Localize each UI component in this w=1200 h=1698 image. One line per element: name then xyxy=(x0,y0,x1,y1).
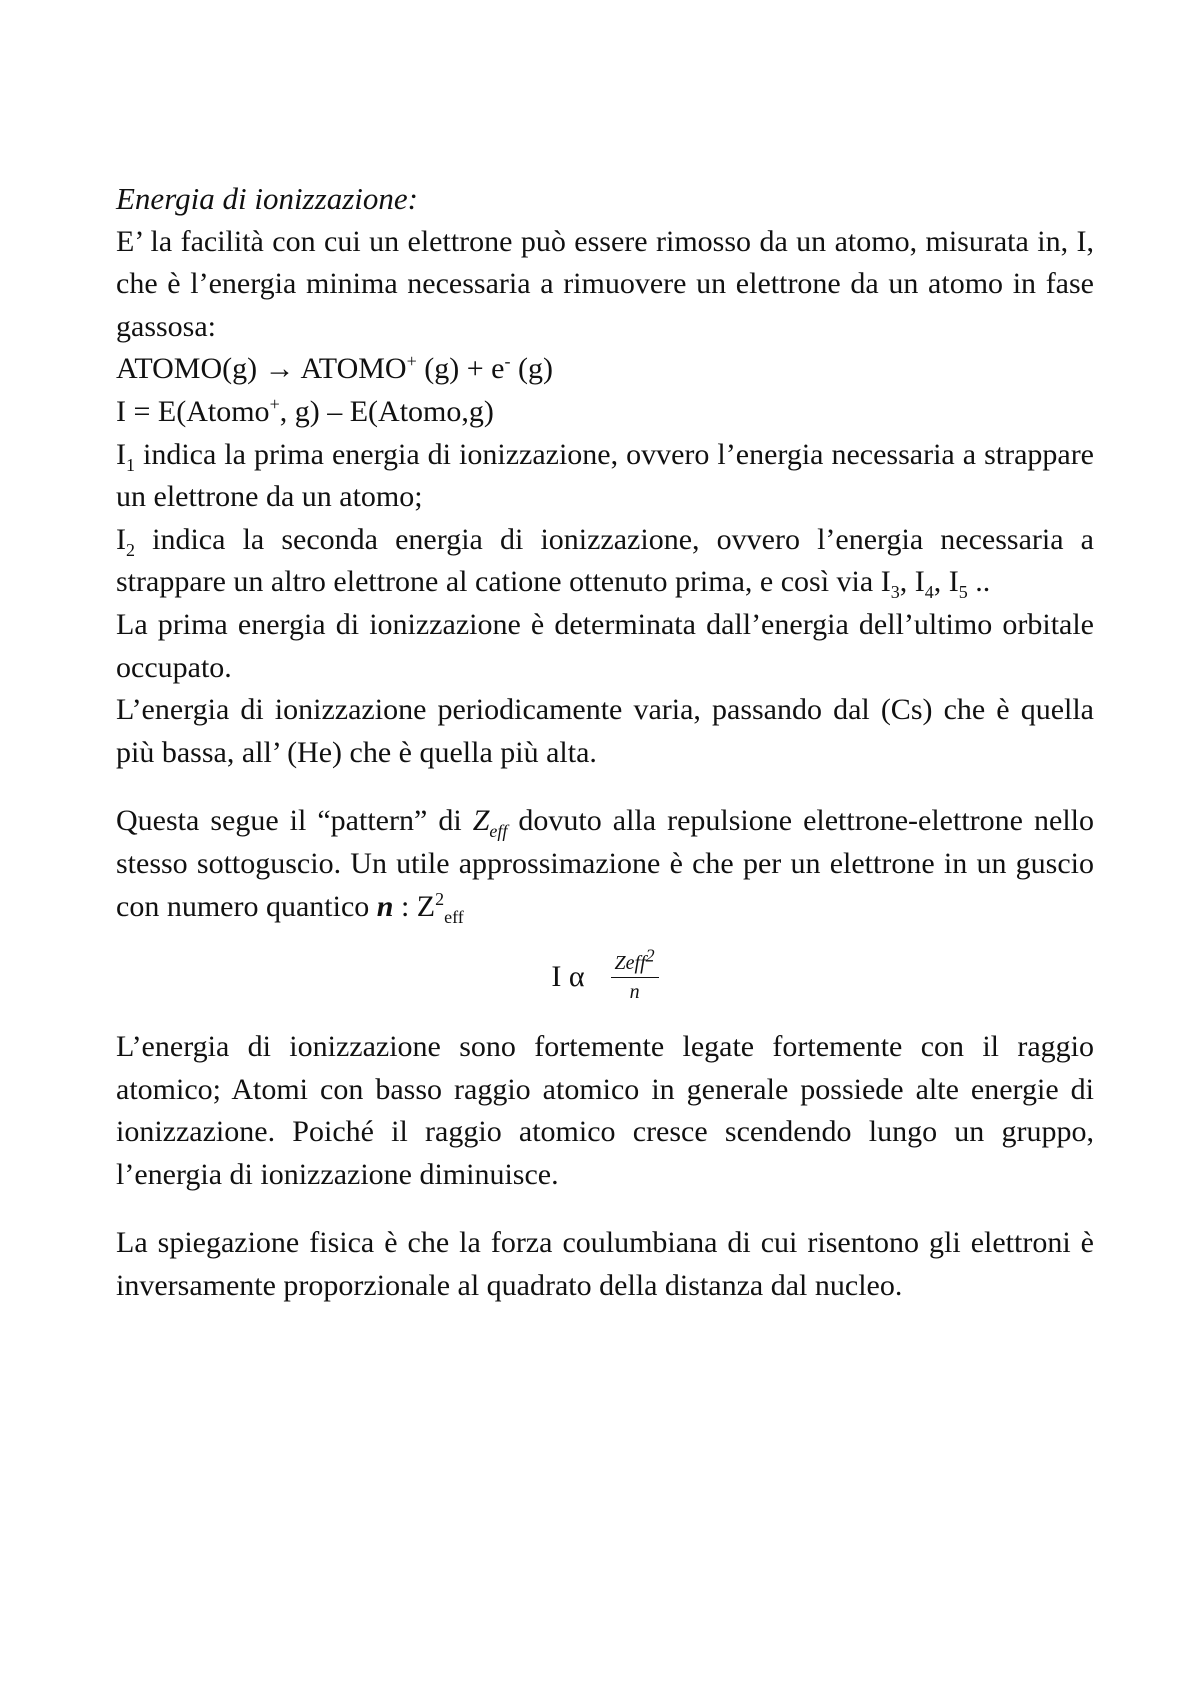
formula-lhs: I α xyxy=(551,959,585,993)
pattern-text-a: Questa segue il “pattern” di xyxy=(116,804,473,838)
physics-paragraph: La spiegazione fisica è che la forza coulumbiana di cui risentono gli elettroni è inversamente proporzionale al quadrato della distanza dal nucleo. xyxy=(116,1226,1094,1303)
spacer xyxy=(116,1196,1094,1222)
eq2-sup-plus: + xyxy=(269,393,280,414)
numerator-text: Zeff xyxy=(614,951,646,974)
definition-paragraph: E’ la facilità con cui un elettrone può essere rimosso da un atomo, misurata in, I, che è l’energia minima necessaria a rimuovere un elettrone da un atomo in fase gassosa: xyxy=(116,224,1094,343)
energy-equation xyxy=(116,391,1094,434)
eq2-right: , g) – E(Atomo,g) xyxy=(279,394,494,428)
i1-symbol: I xyxy=(116,437,126,471)
i5-sub: 5 xyxy=(958,582,968,603)
atomic-radius-paragraph: L’energia di ionizzazione sono fortemente legate fortemente con il raggio atomico; Atomi con basso raggio atomico in generale possiede alte energie di ionizzazione. Poiché il raggio atomico cresce scendendo lungo un gruppo, l’energia di ionizzazione diminuisce. xyxy=(116,1030,1094,1191)
i2-ellipsis: .. xyxy=(967,565,991,599)
i1-sub: 1 xyxy=(126,454,135,475)
section-title: Energia di ionizzazione: xyxy=(116,181,418,216)
eq1-sup-minus: - xyxy=(504,351,511,372)
i4-symbol: , I xyxy=(899,565,925,599)
spacer xyxy=(116,774,1094,800)
pattern-paragraph xyxy=(116,800,1094,928)
eq2-left: I = E(Atomo xyxy=(116,394,270,428)
first-ionization-paragraph xyxy=(116,434,1094,519)
quantum-number-n: n xyxy=(376,889,394,923)
eq1-right: (g) xyxy=(510,352,553,386)
second-ionization-paragraph xyxy=(116,519,1094,604)
ionization-equation xyxy=(116,348,1094,391)
i1-text: indica la prima energia di ionizzazione, ovvero l’energia necessaria a strappare un elettrone da un atomo; xyxy=(116,437,1094,514)
i3-symbol: I xyxy=(880,565,891,599)
formula-fraction xyxy=(611,944,659,1004)
eq1-mid: (g) + e xyxy=(416,352,505,386)
document-page xyxy=(116,178,1094,1308)
i5-symbol: , I xyxy=(933,565,959,599)
pattern-text-b: dovuto alla repulsione elettrone-elettrone nello stesso sottoguscio. Un utile approssimazione è che per un elettrone in un guscio con numero quantico xyxy=(116,804,1094,923)
z-eff-sub: eff xyxy=(444,906,464,927)
eq1-sup-plus: + xyxy=(406,351,417,372)
numerator-sup: 2 xyxy=(645,944,655,965)
i2-text: indica la seconda energia di ionizzazione, ovvero l’energia necessaria a strappare un altro elettrone al catione ottenuto prima, e così via xyxy=(116,522,1094,599)
i3-sub: 3 xyxy=(890,582,900,603)
i4-sub: 4 xyxy=(924,582,934,603)
z-squared-sup: 2 xyxy=(435,888,445,909)
proportionality-formula xyxy=(116,942,1094,1012)
zeff-symbol: Z xyxy=(472,804,490,838)
fraction-numerator xyxy=(611,944,659,978)
eq1-left: ATOMO(g) → ATOMO xyxy=(116,352,407,386)
periodic-trend-paragraph: L’energia di ionizzazione periodicamente varia, passando dal (Cs) che è quella più bassa, all’ (He) che è quella più alta. xyxy=(116,693,1094,769)
zeff-subscript: eff xyxy=(489,821,508,842)
first-ionization-orbital-paragraph: La prima energia di ionizzazione è determinata dall’energia dell’ultimo orbitale occupato. xyxy=(116,607,1094,684)
i2-sub: 2 xyxy=(126,539,135,560)
fraction-denominator: n xyxy=(629,980,640,1003)
i2-symbol: I xyxy=(116,522,126,556)
pattern-text-c: : Z xyxy=(393,889,436,923)
